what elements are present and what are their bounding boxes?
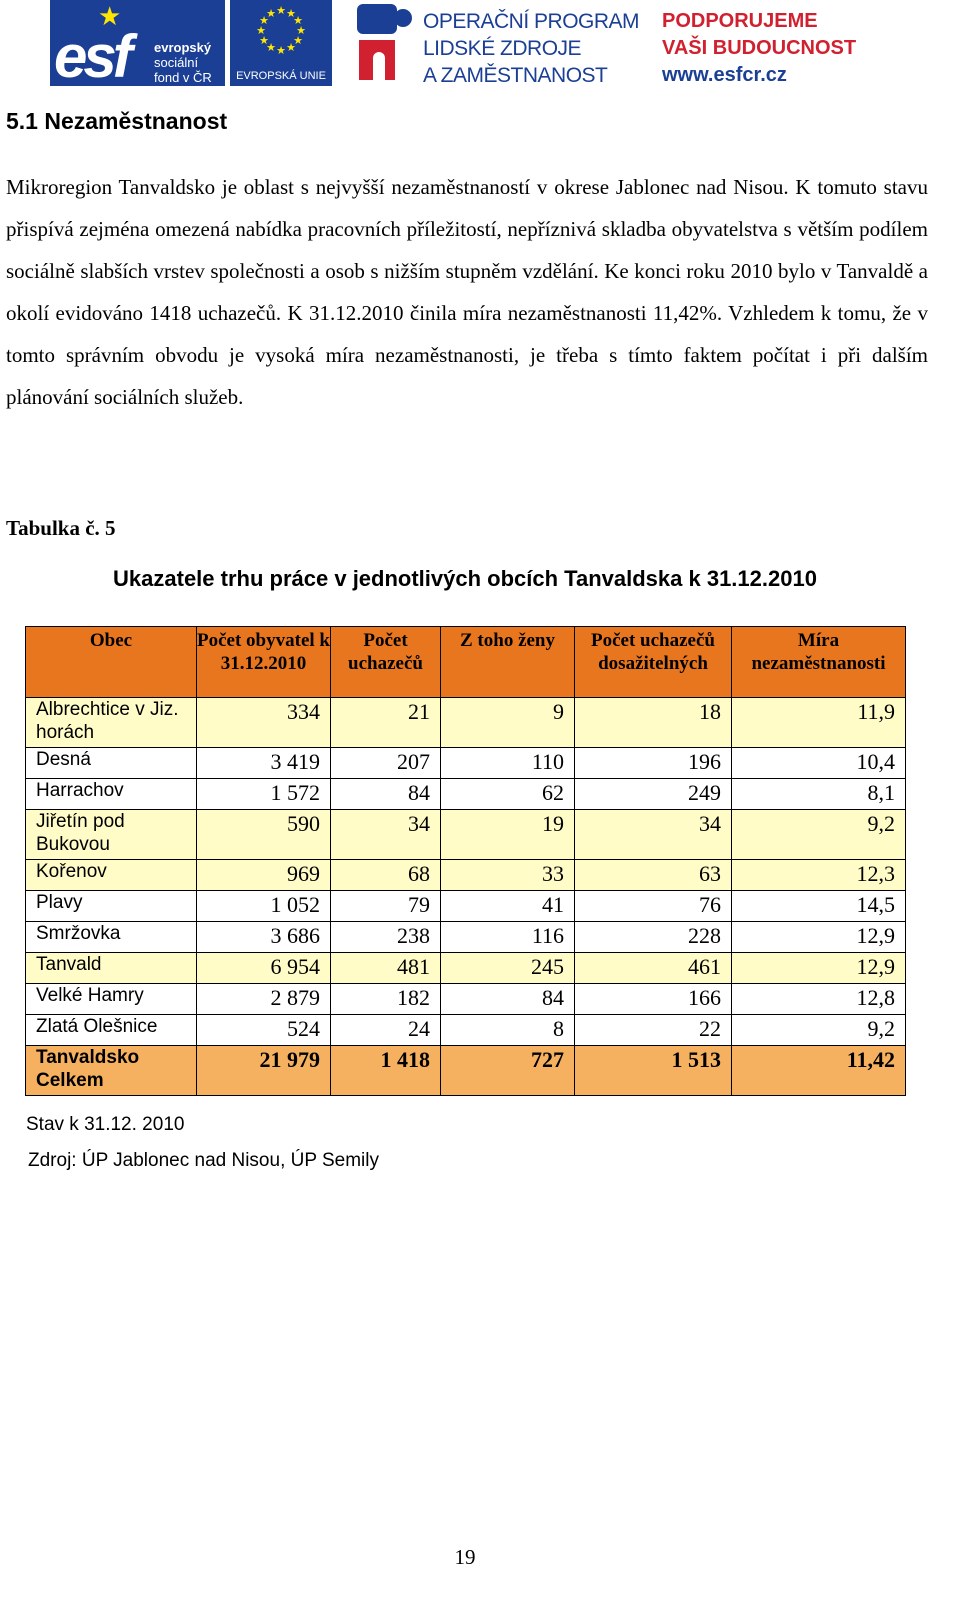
svg-text:★: ★ bbox=[256, 24, 266, 37]
table-cell: 3 419 bbox=[197, 748, 331, 779]
table-cell: 12,8 bbox=[732, 984, 906, 1015]
table-cell: 68 bbox=[331, 860, 441, 891]
table-cell: 63 bbox=[575, 860, 732, 891]
column-header: Počet uchazečů bbox=[331, 627, 441, 698]
table-cell: 166 bbox=[575, 984, 732, 1015]
table-cell: 524 bbox=[197, 1015, 331, 1046]
status-note: Stav k 31.12. 2010 bbox=[26, 1114, 185, 1135]
svg-text:★: ★ bbox=[293, 34, 303, 47]
svg-text:★: ★ bbox=[296, 24, 306, 37]
table-row bbox=[26, 860, 906, 891]
table-row bbox=[26, 1015, 906, 1046]
esf-logo-line2: sociální bbox=[154, 55, 199, 70]
table-cell: 461 bbox=[575, 953, 732, 984]
table-cell: 334 bbox=[197, 698, 331, 748]
table-cell: 12,9 bbox=[732, 953, 906, 984]
eu-flag-icon bbox=[230, 0, 332, 68]
table-cell: 969 bbox=[197, 860, 331, 891]
table-cell: 3 686 bbox=[197, 922, 331, 953]
svg-text:★: ★ bbox=[266, 7, 276, 20]
table-cell: 76 bbox=[575, 891, 732, 922]
table-header-row bbox=[26, 627, 906, 698]
table-row bbox=[26, 779, 906, 810]
table-cell: 22 bbox=[575, 1015, 732, 1046]
table-cell: 1 418 bbox=[331, 1046, 441, 1096]
table-cell: 182 bbox=[331, 984, 441, 1015]
esf-logo-text bbox=[154, 40, 212, 85]
table-label: Tabulka č. 5 bbox=[6, 516, 116, 540]
table-cell: 34 bbox=[575, 810, 732, 860]
table-row bbox=[26, 810, 906, 860]
table-cell: 481 bbox=[331, 953, 441, 984]
svg-text:★: ★ bbox=[286, 41, 296, 54]
unemployment-table bbox=[25, 626, 906, 1096]
op-lzz-logo bbox=[355, 0, 655, 86]
table-cell: 8,1 bbox=[732, 779, 906, 810]
table-cell: 1 052 bbox=[197, 891, 331, 922]
table-cell: 9 bbox=[441, 698, 575, 748]
table-cell: 10,4 bbox=[732, 748, 906, 779]
body-paragraph: Mikroregion Tanvaldsko je oblast s nejvyšší nezaměstnaností v okrese Jablonec nad Nisou. K tomuto stavu přispívá zejména omezená nabídka pracovních příležitostí, nepříznivá skladba obyvatelstva s větším podílem sociálně slabších vrstev společnosti a osob s nižším stupněm vzdělání. Ke konci roku 2010 bylo v Tanvaldě a okolí evidováno 1418 uchazečů. K 31.12.2010 činila míra nezaměstnanosti 11,42%. Vzhledem k tomu, že v tomto správním obvodu je vysoká míra nezaměstnanosti, je třeba s tímto faktem počítat i při dalším plánování sociálních služeb. bbox=[6, 175, 928, 409]
eu-logo-caption: EVROPSKÁ UNIE bbox=[236, 70, 326, 82]
table-cell: Albrechtice v Jiz. horách bbox=[26, 698, 197, 748]
esf-logo-letters: esf bbox=[54, 23, 129, 90]
star-icon: ★ bbox=[98, 2, 122, 31]
table-cell: 6 954 bbox=[197, 953, 331, 984]
logo-bar bbox=[50, 0, 930, 88]
op-logo-line1: OPERAČNÍ PROGRAM bbox=[423, 10, 640, 33]
column-header: Obec bbox=[26, 627, 197, 698]
column-header: Míra nezaměstnanosti bbox=[732, 627, 906, 698]
column-header: Z toho ženy bbox=[441, 627, 575, 698]
table-cell: 18 bbox=[575, 698, 732, 748]
support-slogan bbox=[662, 8, 856, 89]
table-cell: 11,9 bbox=[732, 698, 906, 748]
table-cell: 19 bbox=[441, 810, 575, 860]
svg-text:★: ★ bbox=[276, 4, 286, 17]
table-cell: Velké Hamry bbox=[26, 984, 197, 1015]
table-cell: 11,42 bbox=[732, 1046, 906, 1096]
table-cell: 249 bbox=[575, 779, 732, 810]
table-cell: 79 bbox=[331, 891, 441, 922]
table-cell: 9,2 bbox=[732, 810, 906, 860]
op-logo-text bbox=[423, 8, 639, 89]
table-cell: 2 879 bbox=[197, 984, 331, 1015]
table-cell: 62 bbox=[441, 779, 575, 810]
table-cell: Smržovka bbox=[26, 922, 197, 953]
table-cell: Harrachov bbox=[26, 779, 197, 810]
table-cell: 84 bbox=[441, 984, 575, 1015]
table-row bbox=[26, 891, 906, 922]
table-cell: 9,2 bbox=[732, 1015, 906, 1046]
table-cell: 12,9 bbox=[732, 922, 906, 953]
source-note: Zdroj: ÚP Jablonec nad Nisou, ÚP Semily bbox=[28, 1150, 379, 1171]
slogan-url: www.esfcr.cz bbox=[662, 64, 787, 86]
slogan-line1: PODPORUJEME bbox=[662, 10, 818, 32]
table-cell: 21 979 bbox=[197, 1046, 331, 1096]
table-cell: 245 bbox=[441, 953, 575, 984]
table-cell: Desná bbox=[26, 748, 197, 779]
table-row bbox=[26, 922, 906, 953]
table-cell: 8 bbox=[441, 1015, 575, 1046]
table-cell: 14,5 bbox=[732, 891, 906, 922]
table-cell: 84 bbox=[331, 779, 441, 810]
esf-logo-line1: evropský bbox=[154, 40, 212, 55]
table-cell: 207 bbox=[331, 748, 441, 779]
table-cell: Plavy bbox=[26, 891, 197, 922]
table-cell: 110 bbox=[441, 748, 575, 779]
svg-text:★: ★ bbox=[266, 41, 276, 54]
table-cell: 1 572 bbox=[197, 779, 331, 810]
table-title: Ukazatele trhu práce v jednotlivých obcích Tanvaldska k 31.12.2010 bbox=[113, 566, 817, 591]
table-cell: Kořenov bbox=[26, 860, 197, 891]
table-cell: 590 bbox=[197, 810, 331, 860]
table-cell: Zlatá Olešnice bbox=[26, 1015, 197, 1046]
table-total-row bbox=[26, 1046, 906, 1096]
table-row bbox=[26, 953, 906, 984]
table-row bbox=[26, 984, 906, 1015]
table-cell: 12,3 bbox=[732, 860, 906, 891]
column-header: Počet obyvatel k 31.12.2010 bbox=[197, 627, 331, 698]
eu-logo bbox=[230, 0, 332, 86]
table-cell: Tanvald bbox=[26, 953, 197, 984]
table-cell: 24 bbox=[331, 1015, 441, 1046]
table-cell: 1 513 bbox=[575, 1046, 732, 1096]
slogan-line2: VAŠI BUDOUCNOST bbox=[662, 37, 857, 59]
svg-text:★: ★ bbox=[259, 14, 269, 27]
svg-text:★: ★ bbox=[259, 34, 269, 47]
svg-text:★: ★ bbox=[276, 44, 286, 57]
section-heading: 5.1 Nezaměstnanost bbox=[6, 108, 228, 134]
table-cell: 41 bbox=[441, 891, 575, 922]
table-row bbox=[26, 698, 906, 748]
page-number: 19 bbox=[454, 1545, 476, 1569]
table-cell: Tanvaldsko Celkem bbox=[26, 1046, 197, 1096]
table-cell: 34 bbox=[331, 810, 441, 860]
puzzle-figure-icon bbox=[355, 2, 415, 84]
column-header: Počet uchazečů dosažitelných bbox=[575, 627, 732, 698]
esf-logo-line3: fond v ČR bbox=[154, 70, 212, 85]
op-logo-line2: LIDSKÉ ZDROJE bbox=[423, 37, 582, 60]
table-cell: 33 bbox=[441, 860, 575, 891]
table-row bbox=[26, 748, 906, 779]
svg-text:★: ★ bbox=[293, 14, 303, 27]
op-logo-line3: A ZAMĚSTNANOST bbox=[423, 64, 608, 87]
table-cell: Jiřetín pod Bukovou bbox=[26, 810, 197, 860]
table-cell: 228 bbox=[575, 922, 732, 953]
table-cell: 116 bbox=[441, 922, 575, 953]
svg-text:★: ★ bbox=[286, 7, 296, 20]
esf-logo bbox=[50, 0, 225, 90]
table-cell: 727 bbox=[441, 1046, 575, 1096]
table-cell: 238 bbox=[331, 922, 441, 953]
table-cell: 21 bbox=[331, 698, 441, 748]
table-cell: 196 bbox=[575, 748, 732, 779]
